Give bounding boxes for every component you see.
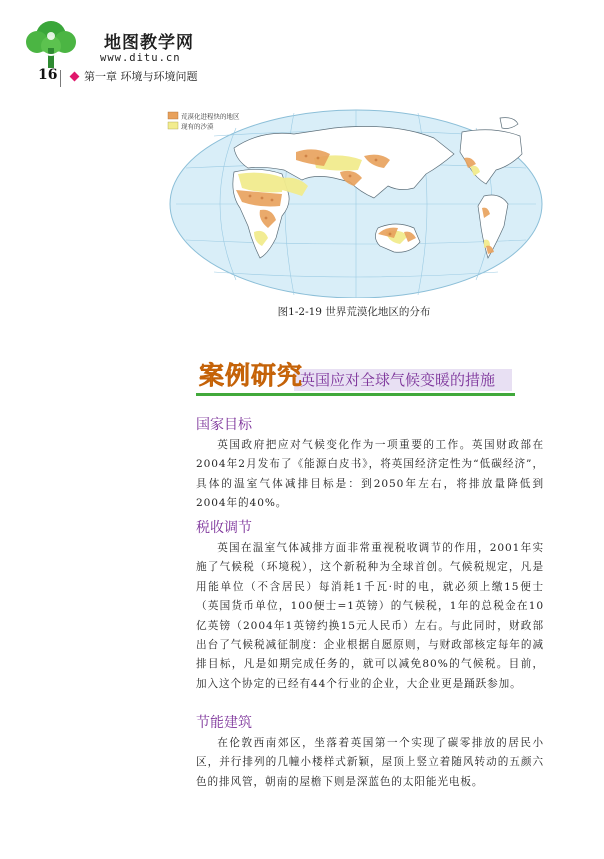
- legend-label-desert: 现有的沙漠: [181, 122, 214, 131]
- site-name: 地图教学网: [104, 33, 194, 53]
- section-heading-tax-regulation: 税收调节: [196, 520, 252, 536]
- legend-swatch-rapid: [168, 112, 178, 119]
- site-logo-icon: [20, 18, 82, 70]
- chapter-bullet-icon: [70, 72, 80, 82]
- case-study-underline: [196, 393, 515, 396]
- section-heading-national-goal: 国家目标: [196, 417, 252, 433]
- section-text-tax-regulation: 英国在温室气体减排方面非常重视税收调节的作用，2001年实施了气候税（环境税），这个新税种为全球首创。气候税规定，凡是用能单位（不含居民）每消耗1千瓦·时的电，就必须上缴15便士（英国货币单位，100便士=1英镑）的气候税，1年的总税金在10亿英镑（2004年1英镑约换15元人民币）左右。与此同时，财政部出台了气候税减征制度：企业根据自愿原则，与财政部核定每年的减排目标，凡是如期完成任务的，就可以减免80%的气候税。目前，加入这个协定的已经有44个行业的企业，大企业更是踊跃参加。: [196, 542, 544, 690]
- map-caption: 图1-2-19 世界荒漠化地区的分布: [277, 306, 431, 318]
- section-text-energy-building: 在伦敦西南郊区，坐落着英国第一个实现了碳零排放的居民小区，并行排列的几幢小楼样式新颖，屋顶上竖立着随风转动的五颜六色的排风管，朝南的屋檐下则是深蓝色的太阳能光电板。: [196, 737, 544, 788]
- header-divider: [60, 70, 61, 87]
- section-heading-energy-building: 节能建筑: [196, 715, 252, 731]
- legend-swatch-desert: [168, 122, 178, 129]
- page-number: 16: [38, 67, 58, 83]
- world-desertification-map: [164, 108, 544, 298]
- case-study-title: 英国应对全球气候变暖的措施: [300, 371, 496, 389]
- section-text-national-goal: 英国政府把应对气候变化作为一项重要的工作。英国财政部在2004年2月发布了《能源白皮书》，将英国经济定性为“低碳经济”，具体的温室气体减排目标是：到2050年左右，将排放量降低到2004年的40%。: [196, 439, 544, 510]
- site-url: www.ditu.cn: [100, 52, 181, 64]
- case-study-label: 案例研究: [199, 361, 304, 390]
- legend-label-rapid: 荒漠化进程快的地区: [181, 112, 240, 121]
- chapter-title: 第一章 环境与环境问题: [84, 70, 198, 83]
